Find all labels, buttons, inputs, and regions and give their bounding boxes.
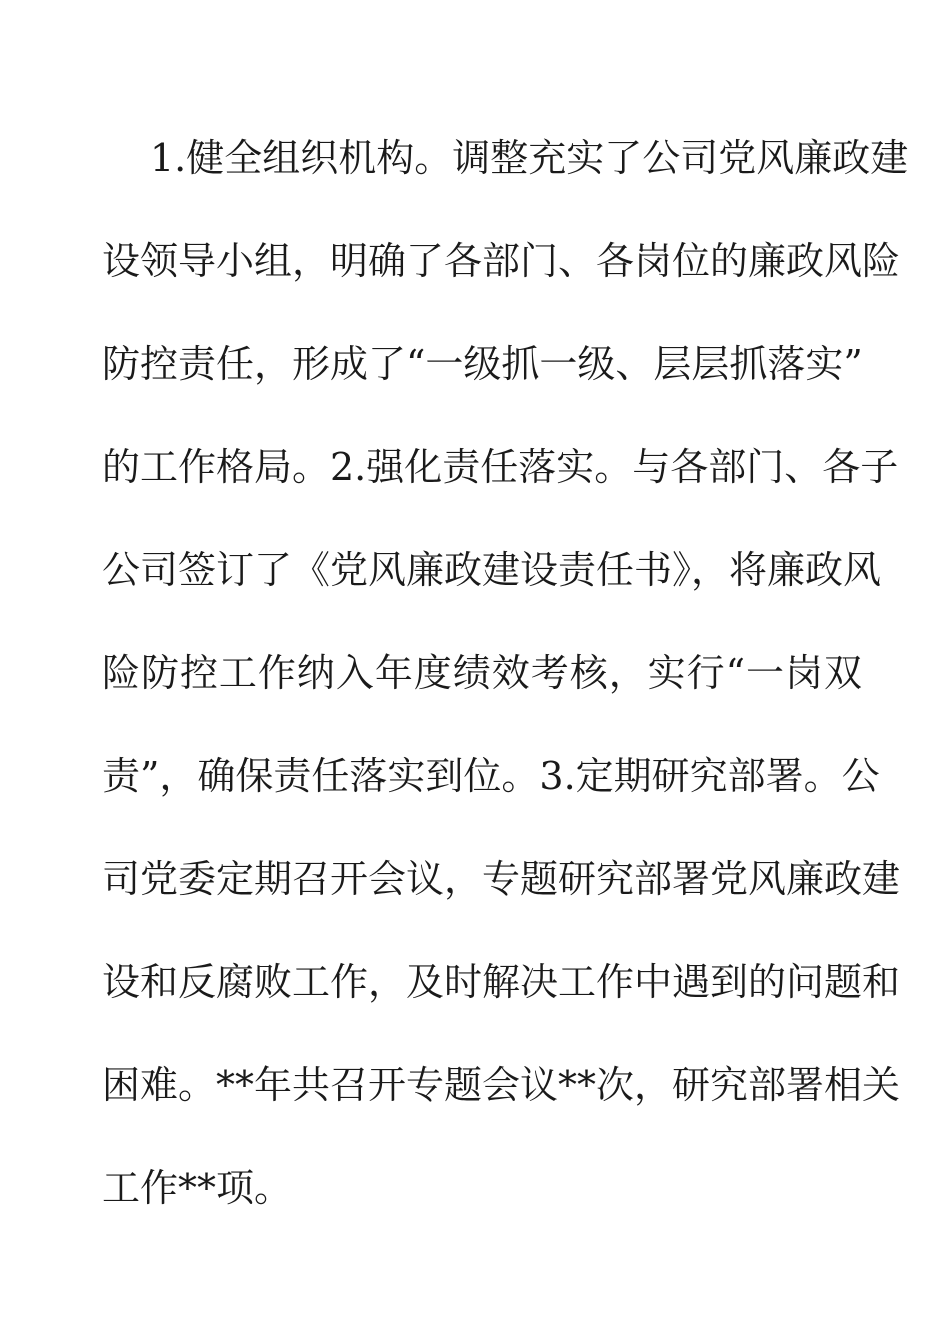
paragraph-line-9: 设和反腐败工作，及时解决工作中遇到的问题和 <box>102 960 901 1004</box>
paragraph-line-11: 工作**项。 <box>102 1166 293 1210</box>
paragraph-line-4: 的工作格局。2.强化责任落实。与各部门、各子 <box>102 445 899 489</box>
paragraph-line-8: 司党委定期召开会议，专题研究部署党风廉政建 <box>102 857 901 901</box>
paragraph-line-7: 责”，确保责任落实到位。3.定期研究部署。公 <box>102 754 880 798</box>
paragraph-line-3: 防控责任，形成了“一级抓一级、层层抓落实” <box>102 342 863 386</box>
paragraph-line-1: 1.健全组织机构。调整充实了公司党风廉政建 <box>150 136 909 180</box>
paragraph-line-2: 设领导小组，明确了各部门、各岗位的廉政风险 <box>102 239 901 283</box>
paragraph-line-5: 公司签订了《党风廉政建设责任书》，将廉政风 <box>102 548 882 592</box>
paragraph-line-10: 困难。**年共召开专题会议**次，研究部署相关 <box>102 1063 901 1107</box>
paragraph-line-6: 险防控工作纳入年度绩效考核，实行“一岗双 <box>102 651 862 695</box>
